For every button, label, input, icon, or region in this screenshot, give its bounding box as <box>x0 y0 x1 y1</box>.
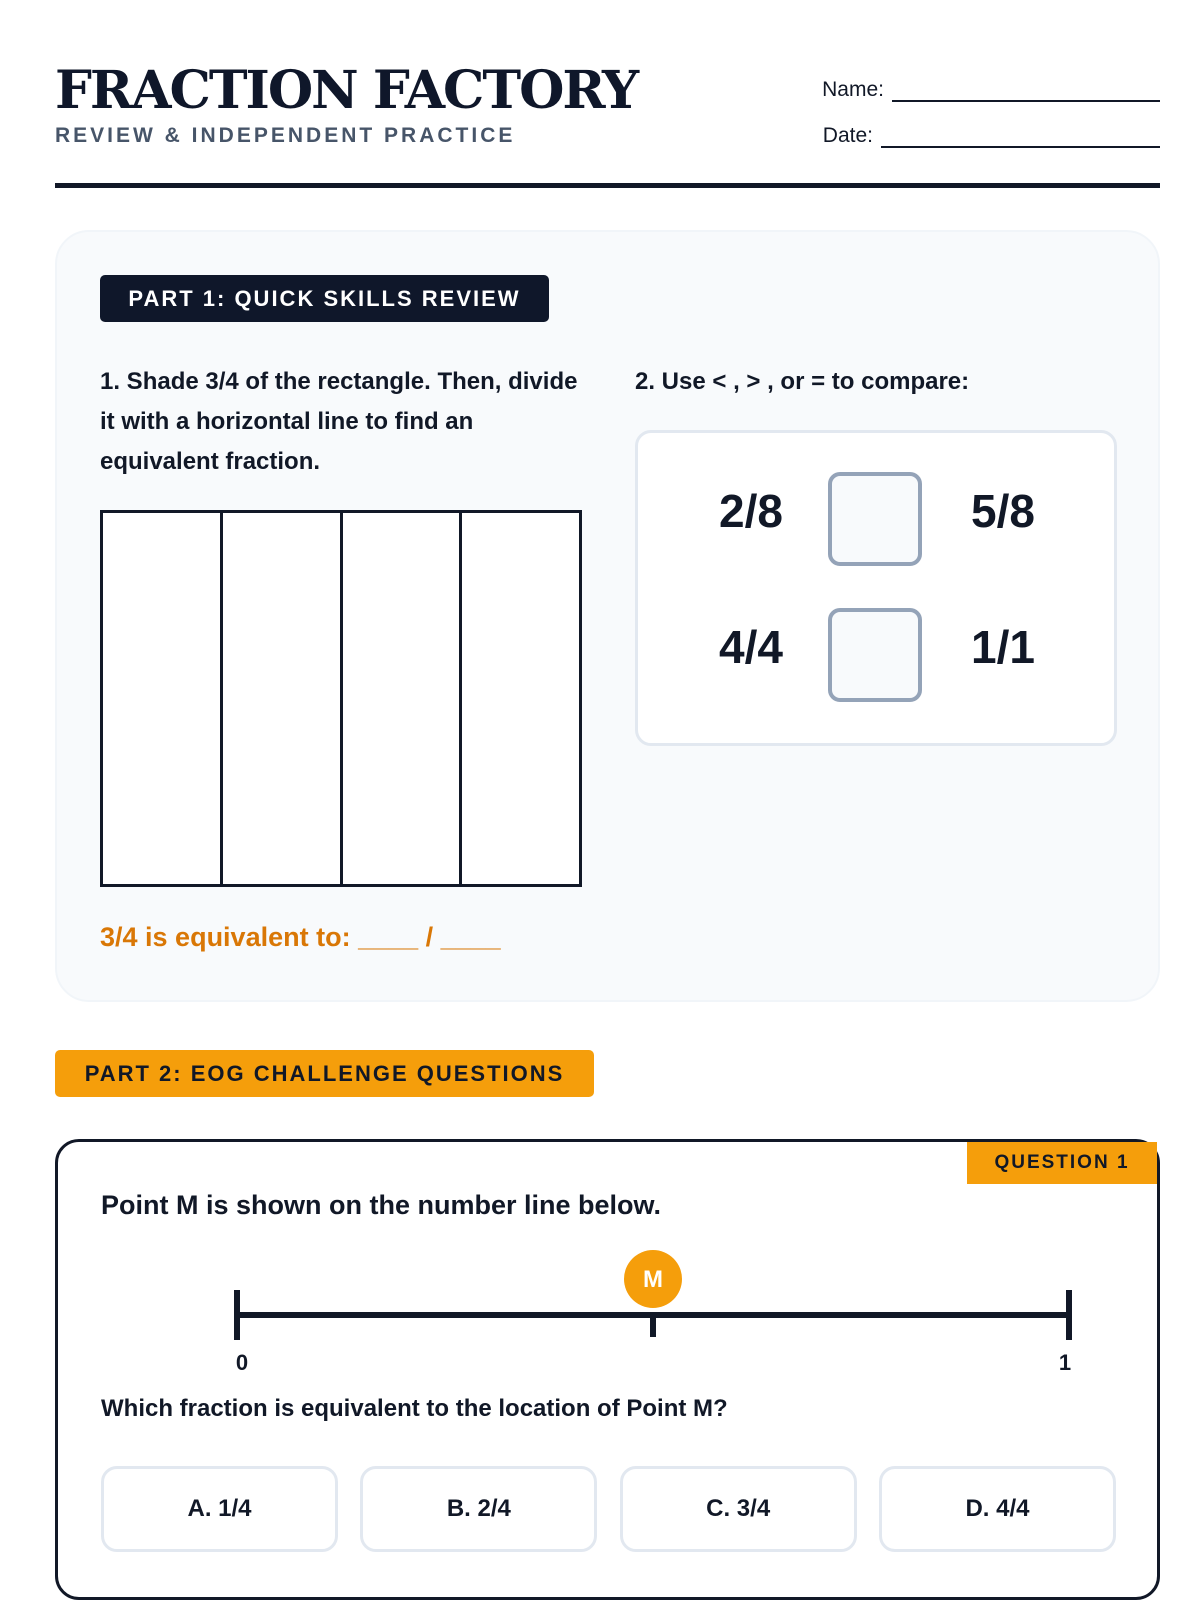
comparison-answer-box[interactable] <box>828 472 922 566</box>
compare-panel <box>635 430 1117 746</box>
comparison-left-fraction: 4/4 <box>719 621 783 673</box>
rectangle-part[interactable] <box>103 513 223 884</box>
question-prompt: Point M is shown on the number line below. <box>101 1190 662 1220</box>
name-blank-line[interactable] <box>892 82 1160 102</box>
comparison-left-fraction: 2/8 <box>719 485 783 537</box>
worksheet-subtitle: REVIEW & INDEPENDENT PRACTICE <box>55 124 516 147</box>
rectangle-part[interactable] <box>223 513 343 884</box>
comparison-answer-box[interactable] <box>828 608 922 702</box>
header-divider <box>55 183 1160 188</box>
part1-badge: PART 1: QUICK SKILLS REVIEW <box>100 275 549 322</box>
comparison-right-fraction: 5/8 <box>971 485 1035 537</box>
equivalent-fraction-prompt: 3/4 is equivalent to: ____ / ____ <box>100 922 501 952</box>
rectangle-part[interactable] <box>343 513 463 884</box>
name-label: Name: <box>822 78 884 101</box>
answer-choice-c[interactable]: C. 3/4 <box>620 1466 857 1552</box>
answer-choice-d[interactable]: D. 4/4 <box>879 1466 1116 1552</box>
worksheet-title: FRACTION FACTORY <box>55 60 638 121</box>
date-label: Date: <box>822 124 873 147</box>
comparison-row <box>638 472 1114 566</box>
part1-panel <box>55 230 1160 1002</box>
worksheet-header <box>55 60 1160 188</box>
question1-text: 1. Shade 3/4 of the rectangle. Then, divide it with a horizontal line to find an equivalent fraction. <box>100 368 578 475</box>
question-number-tag: QUESTION 1 <box>967 1142 1157 1184</box>
answer-choices <box>101 1466 1116 1552</box>
question-text: Which fraction is equivalent to the location of Point M? <box>101 1395 728 1422</box>
date-blank-line[interactable] <box>881 128 1160 148</box>
comparison-row <box>638 608 1114 702</box>
answer-choice-a[interactable]: A. 1/4 <box>101 1466 338 1552</box>
answer-choice-b[interactable]: B. 2/4 <box>360 1466 597 1552</box>
date-field[interactable] <box>823 124 1160 148</box>
question-card <box>55 1139 1160 1600</box>
number-line-start-label: 0 <box>235 1350 249 1375</box>
fraction-rectangle[interactable] <box>100 510 582 887</box>
number-line <box>153 1234 1072 1375</box>
rectangle-part[interactable] <box>462 513 579 884</box>
comparison-right-fraction: 1/1 <box>971 621 1035 673</box>
number-line-end-label: 1 <box>1058 1350 1072 1375</box>
part2-badge: PART 2: EOG CHALLENGE QUESTIONS <box>55 1050 594 1097</box>
name-field[interactable] <box>822 78 1160 102</box>
point-m-label: M <box>643 1266 663 1293</box>
question2-text: 2. Use < , > , or = to compare: <box>635 368 970 395</box>
